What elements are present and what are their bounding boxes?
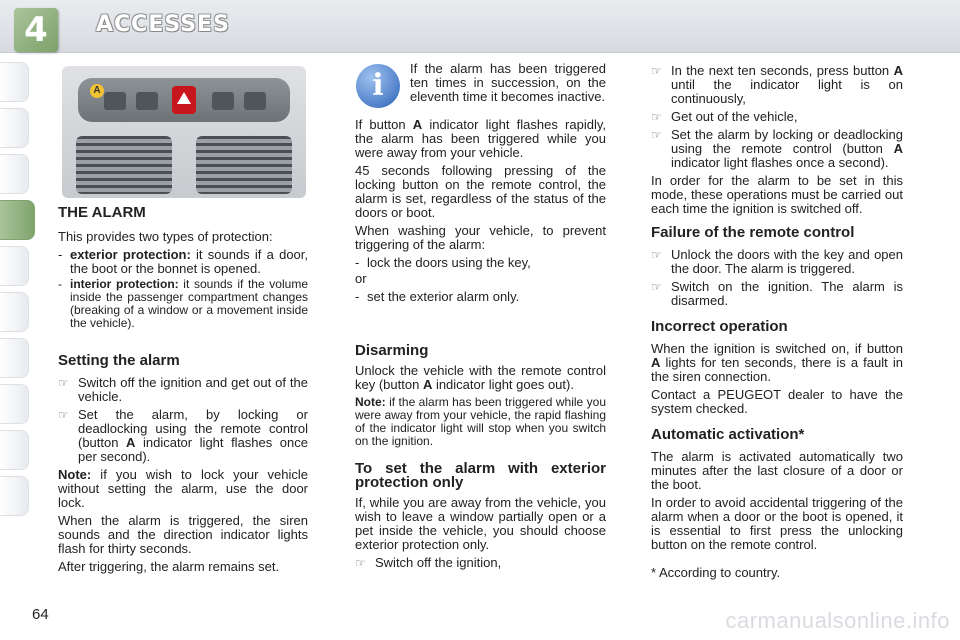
watermark: carmanualsonline.info xyxy=(725,608,950,633)
list-item: ☞ In the next ten seconds, press button A until the indicator light is on continuously, xyxy=(651,63,903,106)
note-text: Note: if the alarm has been triggered while you were away from your vehicle, the rapid flashing of the indicator light will stop when you switch on the ignition. xyxy=(355,395,606,448)
automatic-heading: Automatic activation* xyxy=(651,426,805,443)
paragraph: The alarm is activated automatically two minutes after the last closure of a door or the boot. xyxy=(651,449,903,492)
chapter-tab[interactable] xyxy=(0,246,29,286)
chapter-tab[interactable] xyxy=(0,384,29,424)
finger-pointer-icon: ☞ xyxy=(651,110,662,124)
list-item: - exterior protection: it sounds if a door, the boot or the bonnet is opened. xyxy=(58,247,309,276)
chapter-tab[interactable] xyxy=(0,62,29,102)
or-text: or xyxy=(355,271,367,286)
page-number: 64 xyxy=(32,606,49,623)
finger-pointer-icon: ☞ xyxy=(651,280,662,294)
info-text: If the alarm has been triggered ten times in succession, on the eleventh time it becomes inactive. xyxy=(410,61,606,104)
console-button xyxy=(136,92,158,110)
paragraph: If button A indicator light flashes rapidly, the alarm has been triggered while you were away from your vehicle. xyxy=(355,117,606,160)
setting-heading: Setting the alarm xyxy=(58,352,180,369)
column-1 xyxy=(58,206,308,578)
footnote: * According to country. xyxy=(651,565,781,580)
list-item: - interior protection: it sounds if the volume inside the passenger compartment changes (breaking of a window or a movement inside the vehicle). xyxy=(58,277,308,330)
list-item: ☞ Switch on the ignition. The alarm is disarmed. xyxy=(651,279,903,308)
chapter-tab-active[interactable] xyxy=(0,200,35,240)
paragraph: If, while you are away from the vehicle, you wish to leave a window partially open or a pet inside the vehicle, you should choose exterior protection only. xyxy=(355,495,606,552)
list-item: ☞ Unlock the doors with the key and open the door. The alarm is triggered. xyxy=(651,247,903,276)
triggered-text: When the alarm is triggered, the siren sounds and the direction indicator lights flash for thirty seconds. xyxy=(58,513,308,556)
paragraph: In order to avoid accidental triggering of the alarm when a door or the boot is opened, it is essential to first press the unlocking button on the remote control. xyxy=(651,495,903,552)
info-icon: i xyxy=(356,64,400,108)
finger-pointer-icon: ☞ xyxy=(651,248,662,262)
failure-heading: Failure of the remote control xyxy=(651,224,855,241)
intro-text: This provides two types of protection: xyxy=(58,229,273,244)
list-item: ☞ Switch off the ignition and get out of the vehicle. xyxy=(58,375,308,404)
console-button xyxy=(244,92,266,110)
console-button xyxy=(104,92,126,110)
list-item: ☞ Set the alarm, by locking or deadlocking using the remote control (button A indicator light flashes once per second). xyxy=(58,407,308,464)
hazard-button xyxy=(172,86,196,114)
list-item: - set the exterior alarm only. xyxy=(355,289,520,304)
list-item: - lock the doors using the key, xyxy=(355,255,531,270)
incorrect-heading: Incorrect operation xyxy=(651,318,788,335)
note-text: Note: if you wish to lock your vehicle without setting the alarm, use the door lock. xyxy=(58,467,308,510)
exterior-heading: To set the alarm with exterior protection only xyxy=(355,460,606,491)
console-button xyxy=(212,92,234,110)
paragraph: In order for the alarm to be set in this mode, these operations must be carried out each time the ignition is switched off. xyxy=(651,173,903,216)
list-item: ☞ Switch off the ignition, xyxy=(355,555,502,570)
paragraph: When washing your vehicle, to prevent triggering of the alarm: xyxy=(355,223,606,252)
air-vent xyxy=(196,136,292,194)
chapter-tab[interactable] xyxy=(0,338,29,378)
chapter-tab[interactable] xyxy=(0,154,29,194)
chapter-number: 4 xyxy=(14,8,58,52)
paragraph: Unlock the vehicle with the remote control key (button A indicator light goes out). xyxy=(355,363,606,392)
chapter-tabs xyxy=(0,62,32,522)
chapter-tab[interactable] xyxy=(0,292,29,332)
alarm-heading: THE ALARM xyxy=(58,204,146,221)
button-a-marker: A xyxy=(90,84,104,98)
column-3 xyxy=(651,64,903,584)
finger-pointer-icon: ☞ xyxy=(651,128,662,142)
list-item: ☞ Get out of the vehicle, xyxy=(651,109,798,124)
column-2 xyxy=(355,118,606,574)
paragraph: When the ignition is switched on, if button A lights for ten seconds, there is a fault in the siren connection. xyxy=(651,341,903,384)
disarming-heading: Disarming xyxy=(355,342,429,359)
page-title: ACCESSES xyxy=(96,12,230,37)
chapter-tab[interactable] xyxy=(0,108,29,148)
dashboard-photo xyxy=(62,66,306,198)
paragraph: 45 seconds following pressing of the locking button on the remote control, the alarm is set, regardless of the status of the doors or boot. xyxy=(355,163,606,220)
list-item: ☞ Set the alarm by locking or deadlocking using the remote control (button A indicator light flashes once a second). xyxy=(651,127,903,170)
chapter-tab[interactable] xyxy=(0,430,29,470)
air-vent xyxy=(76,136,172,194)
chapter-tab[interactable] xyxy=(0,476,29,516)
paragraph: Contact a PEUGEOT dealer to have the system checked. xyxy=(651,387,903,416)
after-text: After triggering, the alarm remains set. xyxy=(58,559,280,574)
finger-pointer-icon: ☞ xyxy=(651,64,662,78)
finger-pointer-icon: ☞ xyxy=(58,376,69,390)
finger-pointer-icon: ☞ xyxy=(355,556,366,570)
finger-pointer-icon: ☞ xyxy=(58,408,69,422)
